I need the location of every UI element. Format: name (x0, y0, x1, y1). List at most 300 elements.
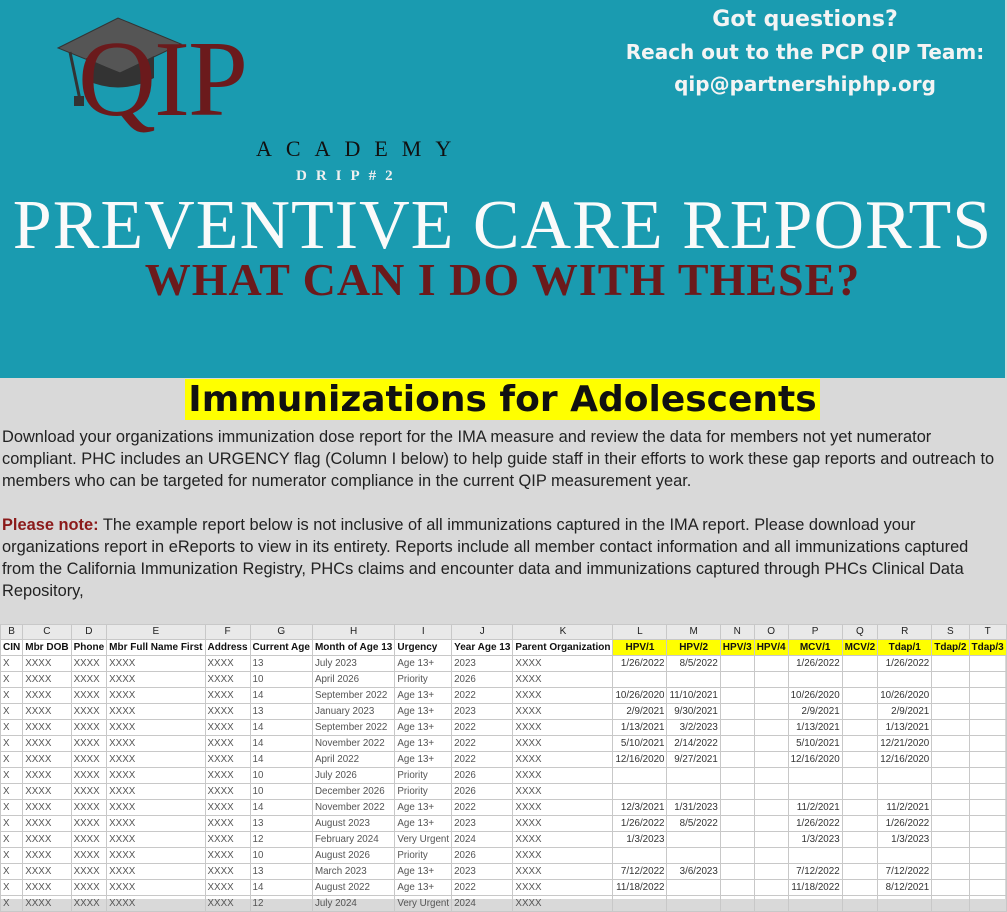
table-cell[interactable]: 1/26/2022 (878, 656, 932, 672)
table-cell[interactable]: XXXX (23, 880, 71, 896)
table-cell[interactable]: 10/26/2020 (878, 688, 932, 704)
table-cell[interactable]: Priority (395, 784, 452, 800)
table-cell[interactable]: 2026 (452, 672, 513, 688)
table-cell[interactable] (788, 848, 842, 864)
column-letter[interactable]: K (513, 625, 613, 640)
table-cell[interactable]: September 2022 (312, 720, 394, 736)
table-cell[interactable]: XXXX (71, 768, 107, 784)
table-cell[interactable] (667, 672, 720, 688)
table-cell[interactable] (720, 896, 754, 912)
table-cell[interactable]: XXXX (23, 816, 71, 832)
table-cell[interactable] (932, 880, 969, 896)
table-cell[interactable] (842, 768, 878, 784)
table-cell[interactable] (842, 656, 878, 672)
table-cell[interactable]: XXXX (71, 816, 107, 832)
table-cell[interactable]: XXXX (107, 848, 205, 864)
table-cell[interactable]: 10/26/2020 (613, 688, 667, 704)
table-cell[interactable] (842, 688, 878, 704)
table-cell[interactable]: 1/26/2022 (788, 816, 842, 832)
table-cell[interactable]: XXXX (23, 672, 71, 688)
table-cell[interactable]: XXXX (71, 880, 107, 896)
table-cell[interactable] (842, 816, 878, 832)
table-cell[interactable] (932, 816, 969, 832)
table-cell[interactable] (613, 672, 667, 688)
table-cell[interactable]: 2026 (452, 784, 513, 800)
table-cell[interactable] (842, 880, 878, 896)
table-cell[interactable]: 12/3/2021 (613, 800, 667, 816)
table-cell[interactable] (613, 768, 667, 784)
table-cell[interactable]: XXXX (107, 784, 205, 800)
table-cell[interactable]: XXXX (205, 800, 250, 816)
table-cell[interactable] (932, 752, 969, 768)
table-cell[interactable] (720, 864, 754, 880)
table-cell[interactable]: XXXX (205, 720, 250, 736)
column-letter[interactable]: B (1, 625, 23, 640)
table-cell[interactable] (754, 784, 788, 800)
table-cell[interactable] (932, 768, 969, 784)
table-cell[interactable]: 12/21/2020 (878, 736, 932, 752)
table-cell[interactable] (667, 896, 720, 912)
table-cell[interactable]: Very Urgent (395, 896, 452, 912)
table-cell[interactable]: March 2023 (312, 864, 394, 880)
table-cell[interactable]: XXXX (107, 688, 205, 704)
table-cell[interactable]: XXXX (23, 800, 71, 816)
table-cell[interactable]: 12 (250, 896, 312, 912)
table-cell[interactable]: 12/16/2020 (878, 752, 932, 768)
table-cell[interactable] (754, 848, 788, 864)
column-header[interactable]: Phone (71, 640, 107, 656)
table-cell[interactable]: February 2024 (312, 832, 394, 848)
table-cell[interactable]: XXXX (205, 736, 250, 752)
table-cell[interactable]: XXXX (23, 832, 71, 848)
column-header[interactable]: HPV/1 (613, 640, 667, 656)
table-cell[interactable]: XXXX (205, 704, 250, 720)
table-cell[interactable]: XXXX (513, 864, 613, 880)
table-cell[interactable]: XXXX (513, 720, 613, 736)
table-cell[interactable]: 2023 (452, 864, 513, 880)
table-cell[interactable] (720, 704, 754, 720)
table-cell[interactable] (720, 880, 754, 896)
table-cell[interactable] (720, 768, 754, 784)
table-cell[interactable]: XXXX (107, 800, 205, 816)
table-cell[interactable]: XXXX (107, 656, 205, 672)
table-cell[interactable]: XXXX (107, 832, 205, 848)
table-cell[interactable]: 2023 (452, 816, 513, 832)
table-cell[interactable]: XXXX (71, 704, 107, 720)
table-cell[interactable]: XXXX (205, 784, 250, 800)
table-cell[interactable]: 14 (250, 736, 312, 752)
table-cell[interactable]: XXXX (513, 848, 613, 864)
table-cell[interactable]: X (1, 816, 23, 832)
table-cell[interactable] (667, 848, 720, 864)
table-cell[interactable]: XXXX (71, 864, 107, 880)
table-cell[interactable] (842, 672, 878, 688)
table-cell[interactable] (667, 768, 720, 784)
table-cell[interactable]: July 2026 (312, 768, 394, 784)
table-cell[interactable]: November 2022 (312, 800, 394, 816)
table-cell[interactable] (932, 720, 969, 736)
table-cell[interactable]: 2023 (452, 704, 513, 720)
table-cell[interactable] (754, 896, 788, 912)
table-cell[interactable] (754, 832, 788, 848)
table-cell[interactable] (878, 896, 932, 912)
table-cell[interactable] (720, 720, 754, 736)
table-cell[interactable]: August 2022 (312, 880, 394, 896)
table-cell[interactable] (788, 768, 842, 784)
table-cell[interactable]: Age 13+ (395, 720, 452, 736)
table-cell[interactable]: 1/13/2021 (613, 720, 667, 736)
column-header[interactable]: Month of Age 13 (312, 640, 394, 656)
table-cell[interactable]: XXXX (71, 688, 107, 704)
table-cell[interactable]: XXXX (23, 704, 71, 720)
table-cell[interactable] (667, 784, 720, 800)
table-cell[interactable] (932, 848, 969, 864)
table-cell[interactable] (969, 688, 1006, 704)
table-cell[interactable]: 11/18/2022 (788, 880, 842, 896)
table-cell[interactable]: XXXX (71, 736, 107, 752)
table-cell[interactable]: XXXX (71, 896, 107, 912)
table-cell[interactable] (969, 864, 1006, 880)
column-letter[interactable]: F (205, 625, 250, 640)
table-cell[interactable]: XXXX (205, 672, 250, 688)
table-cell[interactable] (720, 752, 754, 768)
table-cell[interactable] (667, 880, 720, 896)
table-cell[interactable]: XXXX (23, 768, 71, 784)
table-cell[interactable]: 13 (250, 704, 312, 720)
table-cell[interactable]: Age 13+ (395, 752, 452, 768)
table-cell[interactable]: July 2023 (312, 656, 394, 672)
table-cell[interactable]: XXXX (513, 656, 613, 672)
table-cell[interactable]: 2022 (452, 800, 513, 816)
table-cell[interactable]: 7/12/2022 (788, 864, 842, 880)
table-cell[interactable]: XXXX (205, 896, 250, 912)
table-cell[interactable] (613, 784, 667, 800)
table-cell[interactable]: 1/3/2023 (613, 832, 667, 848)
table-cell[interactable]: 5/10/2021 (613, 736, 667, 752)
table-cell[interactable]: XXXX (107, 720, 205, 736)
table-cell[interactable] (969, 880, 1006, 896)
column-header[interactable]: Tdap/2 (932, 640, 969, 656)
table-cell[interactable]: 14 (250, 688, 312, 704)
table-cell[interactable] (932, 704, 969, 720)
table-cell[interactable]: XXXX (205, 656, 250, 672)
table-cell[interactable] (969, 736, 1006, 752)
table-cell[interactable]: X (1, 704, 23, 720)
table-cell[interactable]: X (1, 688, 23, 704)
table-cell[interactable]: December 2026 (312, 784, 394, 800)
column-header[interactable]: HPV/3 (720, 640, 754, 656)
table-cell[interactable]: Age 13+ (395, 704, 452, 720)
table-cell[interactable]: 12/16/2020 (788, 752, 842, 768)
table-cell[interactable]: 1/26/2022 (613, 816, 667, 832)
column-header[interactable]: Tdap/1 (878, 640, 932, 656)
table-cell[interactable] (969, 656, 1006, 672)
table-cell[interactable]: XXXX (107, 672, 205, 688)
table-cell[interactable]: XXXX (23, 752, 71, 768)
table-cell[interactable]: XXXX (205, 816, 250, 832)
table-cell[interactable]: 12 (250, 832, 312, 848)
table-cell[interactable] (788, 672, 842, 688)
table-cell[interactable]: Age 13+ (395, 800, 452, 816)
table-cell[interactable] (969, 896, 1006, 912)
table-cell[interactable] (932, 832, 969, 848)
table-cell[interactable]: Age 13+ (395, 864, 452, 880)
table-cell[interactable]: XXXX (513, 880, 613, 896)
table-cell[interactable]: XXXX (23, 784, 71, 800)
table-cell[interactable]: XXXX (107, 896, 205, 912)
table-cell[interactable]: X (1, 864, 23, 880)
table-cell[interactable]: 1/13/2021 (878, 720, 932, 736)
column-letter[interactable]: D (71, 625, 107, 640)
table-cell[interactable] (969, 704, 1006, 720)
table-cell[interactable]: 2022 (452, 688, 513, 704)
table-cell[interactable]: 14 (250, 880, 312, 896)
table-cell[interactable]: 14 (250, 752, 312, 768)
column-header[interactable]: MCV/1 (788, 640, 842, 656)
table-cell[interactable] (754, 672, 788, 688)
table-cell[interactable]: XXXX (23, 720, 71, 736)
table-cell[interactable]: Age 13+ (395, 688, 452, 704)
table-cell[interactable]: XXXX (205, 688, 250, 704)
table-cell[interactable]: Priority (395, 848, 452, 864)
table-cell[interactable]: April 2022 (312, 752, 394, 768)
table-cell[interactable] (969, 800, 1006, 816)
table-cell[interactable] (842, 752, 878, 768)
table-cell[interactable]: Age 13+ (395, 880, 452, 896)
table-cell[interactable]: XXXX (513, 672, 613, 688)
column-letter[interactable]: E (107, 625, 205, 640)
table-cell[interactable] (720, 736, 754, 752)
table-cell[interactable] (754, 864, 788, 880)
table-cell[interactable]: XXXX (513, 800, 613, 816)
column-header[interactable]: Mbr DOB (23, 640, 71, 656)
table-cell[interactable] (613, 896, 667, 912)
table-cell[interactable]: 10 (250, 848, 312, 864)
table-cell[interactable]: X (1, 720, 23, 736)
table-cell[interactable]: X (1, 800, 23, 816)
table-cell[interactable]: 2026 (452, 848, 513, 864)
table-cell[interactable] (969, 816, 1006, 832)
table-cell[interactable]: 1/13/2021 (788, 720, 842, 736)
column-letter[interactable]: I (395, 625, 452, 640)
table-cell[interactable]: 1/26/2022 (613, 656, 667, 672)
table-cell[interactable] (720, 848, 754, 864)
table-cell[interactable] (878, 672, 932, 688)
table-cell[interactable]: January 2023 (312, 704, 394, 720)
table-cell[interactable] (754, 752, 788, 768)
table-cell[interactable]: 2022 (452, 720, 513, 736)
table-cell[interactable] (932, 800, 969, 816)
column-header[interactable]: MCV/2 (842, 640, 878, 656)
table-cell[interactable]: X (1, 880, 23, 896)
table-cell[interactable]: September 2022 (312, 688, 394, 704)
table-cell[interactable] (932, 688, 969, 704)
table-cell[interactable]: XXXX (23, 688, 71, 704)
column-letter[interactable]: H (312, 625, 394, 640)
table-cell[interactable]: X (1, 848, 23, 864)
table-cell[interactable]: XXXX (71, 832, 107, 848)
table-cell[interactable]: 2023 (452, 656, 513, 672)
table-cell[interactable]: 1/3/2023 (788, 832, 842, 848)
table-cell[interactable]: 2/9/2021 (613, 704, 667, 720)
table-cell[interactable]: XXXX (71, 848, 107, 864)
column-letter[interactable]: L (613, 625, 667, 640)
table-cell[interactable] (720, 672, 754, 688)
column-header[interactable]: Address (205, 640, 250, 656)
table-cell[interactable]: 2022 (452, 736, 513, 752)
column-header[interactable]: Year Age 13 (452, 640, 513, 656)
table-cell[interactable] (720, 832, 754, 848)
table-cell[interactable] (754, 880, 788, 896)
table-cell[interactable]: 2024 (452, 896, 513, 912)
table-cell[interactable] (788, 784, 842, 800)
table-cell[interactable]: 11/2/2021 (788, 800, 842, 816)
table-cell[interactable]: 8/5/2022 (667, 816, 720, 832)
column-header[interactable]: HPV/4 (754, 640, 788, 656)
table-cell[interactable]: 11/10/2021 (667, 688, 720, 704)
column-letter[interactable]: T (969, 625, 1006, 640)
table-cell[interactable]: 9/27/2021 (667, 752, 720, 768)
table-cell[interactable]: XXXX (205, 880, 250, 896)
table-cell[interactable]: X (1, 768, 23, 784)
table-cell[interactable]: August 2026 (312, 848, 394, 864)
table-cell[interactable]: April 2026 (312, 672, 394, 688)
table-cell[interactable] (932, 896, 969, 912)
table-cell[interactable] (969, 768, 1006, 784)
table-cell[interactable]: XXXX (205, 864, 250, 880)
table-cell[interactable] (720, 816, 754, 832)
table-cell[interactable]: 14 (250, 720, 312, 736)
table-cell[interactable]: XXXX (205, 768, 250, 784)
table-cell[interactable] (932, 656, 969, 672)
table-cell[interactable] (969, 784, 1006, 800)
column-header[interactable]: Urgency (395, 640, 452, 656)
table-cell[interactable] (969, 848, 1006, 864)
table-cell[interactable] (932, 784, 969, 800)
table-cell[interactable] (667, 832, 720, 848)
table-cell[interactable]: XXXX (71, 720, 107, 736)
table-cell[interactable]: 1/3/2023 (878, 832, 932, 848)
table-cell[interactable]: XXXX (205, 848, 250, 864)
table-cell[interactable]: X (1, 752, 23, 768)
table-cell[interactable]: XXXX (513, 736, 613, 752)
table-cell[interactable]: XXXX (107, 864, 205, 880)
column-header[interactable]: CIN (1, 640, 23, 656)
table-cell[interactable]: 12/16/2020 (613, 752, 667, 768)
table-cell[interactable]: XXXX (23, 656, 71, 672)
table-cell[interactable]: X (1, 736, 23, 752)
table-cell[interactable]: XXXX (107, 768, 205, 784)
table-cell[interactable]: 3/2/2023 (667, 720, 720, 736)
table-cell[interactable]: XXXX (71, 672, 107, 688)
table-cell[interactable]: 11/18/2022 (613, 880, 667, 896)
table-cell[interactable]: 13 (250, 816, 312, 832)
table-cell[interactable] (720, 784, 754, 800)
column-letter[interactable]: O (754, 625, 788, 640)
table-cell[interactable] (842, 736, 878, 752)
table-cell[interactable]: 13 (250, 864, 312, 880)
table-cell[interactable]: 2/9/2021 (788, 704, 842, 720)
table-cell[interactable] (720, 656, 754, 672)
table-cell[interactable] (878, 848, 932, 864)
table-cell[interactable] (754, 768, 788, 784)
table-cell[interactable]: XXXX (71, 800, 107, 816)
table-cell[interactable]: 8/12/2021 (878, 880, 932, 896)
column-letter[interactable]: G (250, 625, 312, 640)
table-cell[interactable] (788, 896, 842, 912)
table-cell[interactable]: Age 13+ (395, 656, 452, 672)
table-cell[interactable]: XXXX (205, 752, 250, 768)
column-letter[interactable]: J (452, 625, 513, 640)
column-letter[interactable]: Q (842, 625, 878, 640)
table-cell[interactable]: XXXX (107, 736, 205, 752)
table-cell[interactable] (842, 848, 878, 864)
table-cell[interactable]: X (1, 672, 23, 688)
table-cell[interactable]: 2022 (452, 752, 513, 768)
table-cell[interactable]: 1/31/2023 (667, 800, 720, 816)
table-cell[interactable]: 2/14/2022 (667, 736, 720, 752)
table-cell[interactable] (969, 832, 1006, 848)
table-cell[interactable]: 10 (250, 672, 312, 688)
table-cell[interactable] (842, 864, 878, 880)
contact-email[interactable]: qip@partnershiphp.org (674, 72, 936, 96)
table-cell[interactable]: July 2024 (312, 896, 394, 912)
table-cell[interactable]: 10/26/2020 (788, 688, 842, 704)
table-cell[interactable] (754, 736, 788, 752)
column-letter[interactable]: N (720, 625, 754, 640)
table-cell[interactable]: X (1, 832, 23, 848)
table-cell[interactable]: 2/9/2021 (878, 704, 932, 720)
table-cell[interactable] (932, 736, 969, 752)
table-cell[interactable]: XXXX (513, 704, 613, 720)
table-cell[interactable]: 2022 (452, 880, 513, 896)
table-cell[interactable]: 11/2/2021 (878, 800, 932, 816)
table-cell[interactable]: XXXX (107, 880, 205, 896)
column-letter[interactable]: P (788, 625, 842, 640)
column-header[interactable]: Tdap/3 (969, 640, 1006, 656)
table-cell[interactable]: 10 (250, 784, 312, 800)
column-header[interactable]: Current Age (250, 640, 312, 656)
table-cell[interactable]: 2026 (452, 768, 513, 784)
table-cell[interactable] (754, 688, 788, 704)
table-cell[interactable]: 14 (250, 800, 312, 816)
table-cell[interactable]: Priority (395, 672, 452, 688)
table-cell[interactable]: X (1, 656, 23, 672)
table-cell[interactable]: XXXX (513, 896, 613, 912)
table-cell[interactable]: Priority (395, 768, 452, 784)
table-cell[interactable]: X (1, 896, 23, 912)
table-cell[interactable]: X (1, 784, 23, 800)
table-cell[interactable] (842, 720, 878, 736)
column-header[interactable]: HPV/2 (667, 640, 720, 656)
table-cell[interactable]: XXXX (71, 784, 107, 800)
table-cell[interactable]: November 2022 (312, 736, 394, 752)
table-cell[interactable] (720, 688, 754, 704)
table-cell[interactable]: XXXX (513, 688, 613, 704)
table-cell[interactable]: 5/10/2021 (788, 736, 842, 752)
table-cell[interactable] (969, 672, 1006, 688)
table-cell[interactable] (932, 672, 969, 688)
table-cell[interactable]: XXXX (71, 752, 107, 768)
table-cell[interactable] (842, 800, 878, 816)
table-cell[interactable] (754, 720, 788, 736)
table-cell[interactable]: XXXX (513, 816, 613, 832)
table-cell[interactable] (754, 704, 788, 720)
table-cell[interactable]: XXXX (107, 704, 205, 720)
table-cell[interactable] (720, 800, 754, 816)
column-letter[interactable]: M (667, 625, 720, 640)
table-cell[interactable]: XXXX (205, 832, 250, 848)
